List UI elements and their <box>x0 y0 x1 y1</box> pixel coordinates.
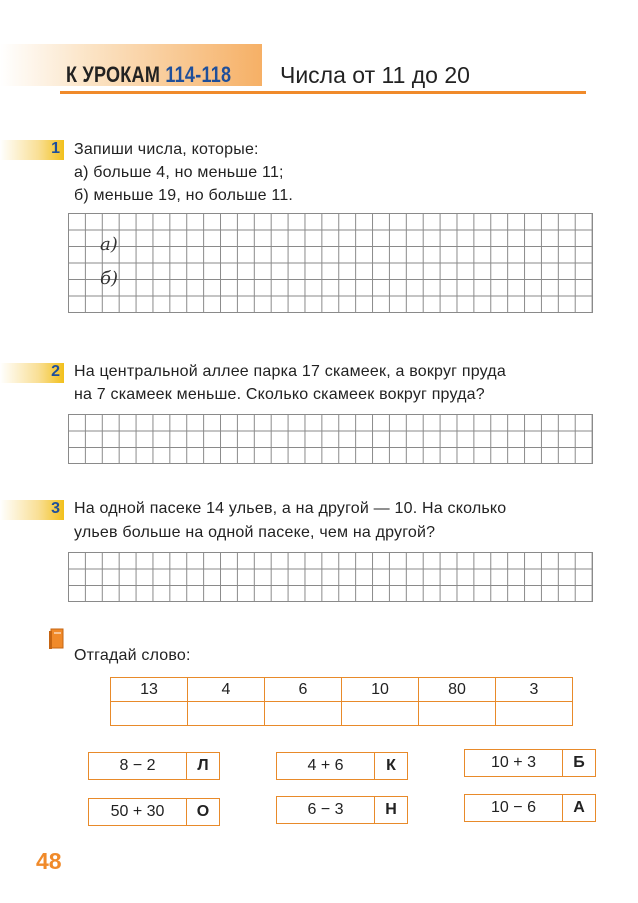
card-expression: 50 + 30 <box>89 799 187 825</box>
card-letter: А <box>573 799 585 816</box>
puzzle-label: Отгадай слово: <box>74 647 191 664</box>
task-2-number: 2 <box>51 363 60 380</box>
task-1-number: 1 <box>51 140 60 157</box>
page-number: 48 <box>36 848 62 874</box>
card-expression: 10 + 3 <box>465 750 563 776</box>
answer-table <box>110 677 573 726</box>
answer-grid-3[interactable] <box>68 552 593 602</box>
table-cell: 80 <box>419 678 496 702</box>
expression-card <box>276 796 408 824</box>
lesson-range-label <box>66 62 231 88</box>
letter-input-cell[interactable] <box>342 702 419 726</box>
letter-input-cell[interactable] <box>419 702 496 726</box>
table-cell: 13 <box>111 678 188 702</box>
answer-grid-2[interactable] <box>68 414 593 464</box>
letter-input-cell[interactable] <box>111 702 188 726</box>
card-expression: 6 − 3 <box>277 797 375 823</box>
card-letter: Б <box>573 754 585 771</box>
card-letter: К <box>386 757 396 774</box>
table-cell: 4 <box>188 678 265 702</box>
task-2-line-2: на 7 скамеек меньше. Сколько скамеек вокруг пруда? <box>74 386 485 403</box>
task-1-line-1: Запиши числа, которые: <box>74 141 259 158</box>
letter-input-cell[interactable] <box>265 702 342 726</box>
expression-card <box>464 794 596 822</box>
handwritten-a: а) <box>100 234 118 255</box>
task-3-number: 3 <box>51 500 60 517</box>
task-1-line-3: б) меньше 19, но больше 11. <box>74 187 294 204</box>
page-title: Числа от 11 до 20 <box>280 62 470 88</box>
table-cell: 3 <box>496 678 573 702</box>
table-cell: 6 <box>265 678 342 702</box>
lesson-prefix: К УРОКАМ <box>66 62 161 87</box>
card-expression: 10 − 6 <box>465 795 563 821</box>
expression-card <box>88 752 220 780</box>
task-3-line-2: ульев больше на одной пасеке, чем на другой? <box>74 524 436 541</box>
task-2-line-1: На центральной аллее парка 17 скамеек, а вокруг пруда <box>74 363 506 380</box>
letter-input-cell[interactable] <box>188 702 265 726</box>
letter-input-cell[interactable] <box>496 702 573 726</box>
card-expression: 4 + 6 <box>277 753 375 779</box>
table-row <box>111 678 573 702</box>
expression-card <box>88 798 220 826</box>
task-3-line-1: На одной пасеке 14 ульев, а на другой — 10. На сколько <box>74 500 507 517</box>
table-row <box>111 702 573 726</box>
task-1-line-2: а) больше 4, но меньше 11; <box>74 164 284 181</box>
header-underline <box>60 91 586 94</box>
handwritten-b: б) <box>100 268 119 289</box>
book-icon <box>48 628 64 650</box>
answer-grid-1[interactable] <box>68 213 593 313</box>
card-letter: Н <box>385 801 397 818</box>
card-letter: О <box>196 803 210 820</box>
expression-card <box>276 752 408 780</box>
table-cell: 10 <box>342 678 419 702</box>
card-expression: 8 − 2 <box>89 753 187 779</box>
lesson-numbers: 114-118 <box>165 62 232 87</box>
card-letter: Л <box>197 757 209 774</box>
expression-card <box>464 749 596 777</box>
